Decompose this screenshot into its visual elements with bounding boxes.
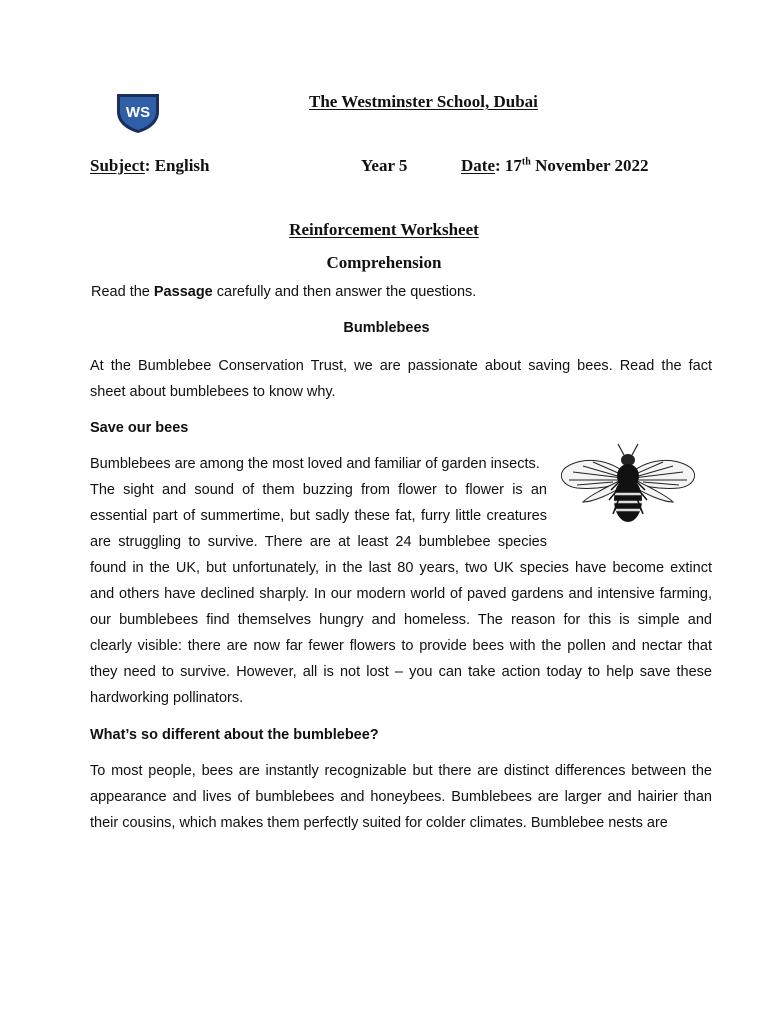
date-suffix: th	[521, 156, 531, 168]
subject-label: Subject	[90, 156, 145, 175]
date-day: : 17	[494, 156, 522, 175]
instruction-bold: Passage	[153, 284, 213, 300]
date-label: Date	[461, 156, 495, 175]
instruction-post: carefully and then answer the questions.	[212, 284, 477, 300]
date-month-year: November 2022	[530, 156, 649, 175]
worksheet-subtitle: Comprehension	[326, 253, 442, 272]
bumblebee-illustration	[553, 436, 703, 540]
passage-title: Bumblebees	[343, 320, 430, 336]
section1-line: essential part of summertime, but sadly these fat, furry little creatures	[90, 508, 547, 524]
section2-line: To most people, bees are instantly recognizable but there are distinct differences between the	[90, 763, 712, 779]
section-heading-save-our-bees: Save our bees	[90, 420, 189, 436]
school-logo	[113, 92, 163, 134]
instructions	[91, 284, 476, 300]
year-label: Year 5	[361, 156, 408, 175]
section-heading-bumblebee-difference: What’s so different about the bumblebee?	[90, 727, 379, 743]
section1-line: are struggling to survive. There are at least 24 bumblebee species	[90, 534, 547, 550]
instruction-pre: Read the	[91, 284, 154, 300]
section1-line: hardworking pollinators.	[90, 690, 244, 706]
worksheet-title	[0, 220, 768, 240]
section1-line: The sight and sound of them buzzing from flower to flower is an	[90, 482, 547, 498]
section1-line: our bumblebees find themselves hungry and homeless. The reason for this is simple and	[90, 612, 712, 628]
section1-line: they need to survive. However, all is not lost – you can take action today to help save these	[90, 664, 712, 680]
section1-line: Bumblebees are among the most loved and familiar of garden insects.	[90, 456, 540, 472]
worksheet-title-text: Reinforcement Worksheet	[289, 220, 479, 239]
section1-line: found in the UK, but unfortunately, in the last 80 years, two UK species have become extinct	[90, 560, 712, 576]
date	[461, 156, 649, 176]
subject	[90, 156, 210, 176]
section2-line: their cousins, which makes them perfectly suited for colder climates. Bumblebee nests are	[90, 815, 668, 831]
intro-paragraph: At the Bumblebee Conservation Trust, we are passionate about saving bees. Read the fact sheet about bumblebees to know why.	[90, 358, 712, 400]
section1-line: and others have declined sharply. In our modern world of paved gardens and intensive farming,	[90, 586, 712, 602]
logo-text: WS	[125, 104, 151, 121]
subject-value: : English	[144, 156, 210, 175]
section2-line: appearance and lives of bumblebees and honeybees. Bumblebees are larger and hairier than	[90, 789, 712, 805]
school-name: The Westminster School, Dubai	[309, 92, 538, 111]
section1-line: clearly visible: there are now far fewer flowers to provide bees with the pollen and nectar that	[90, 638, 712, 654]
